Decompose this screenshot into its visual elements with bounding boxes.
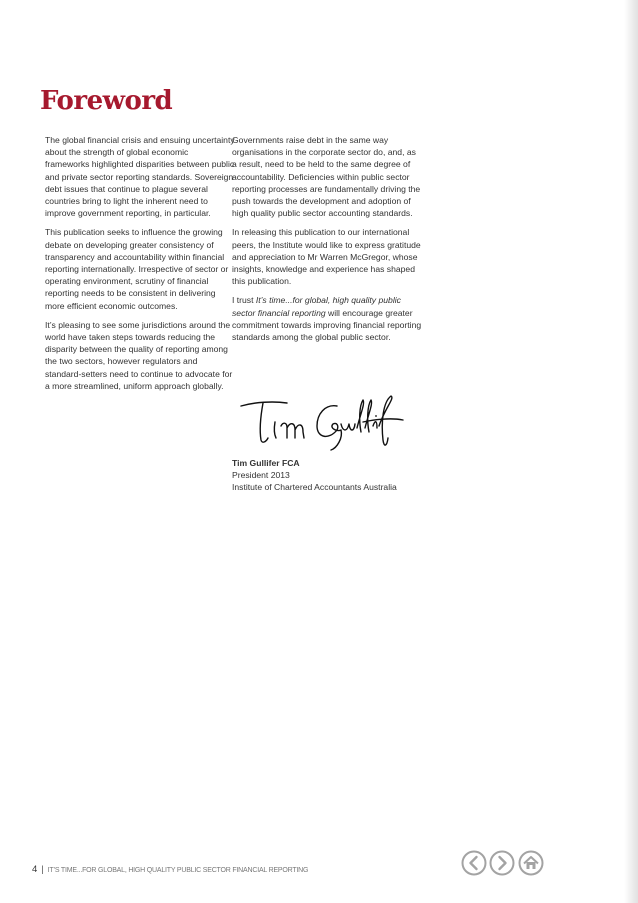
right-paragraph-3-suffix: will encourage greater commitment towards improving financial reporting standards among the global public sector. <box>232 307 422 343</box>
right-paragraph-1: Governments raise debt in the same way organisations in the corporate sector do, and, as a result, need to be held to the same degree of accountability. Deficiencies within public sector reporting processes are fundamentally driving the push towards the development and adoption of high quality public sector accounting standards. <box>232 135 421 219</box>
signatory-organisation: Institute of Chartered Accountants Australia <box>232 482 397 493</box>
handwritten-signature <box>233 392 408 452</box>
signatory-block <box>232 457 397 494</box>
home-icon[interactable] <box>518 850 544 876</box>
signatory-role: President 2013 <box>232 470 290 481</box>
left-column <box>45 134 235 399</box>
chevron-right-icon[interactable] <box>489 850 515 876</box>
left-paragraph-1: The global financial crisis and ensuing uncertainty about the strength of global economic frameworks highlighted disparities between public and private sector reporting standards. Sovereign debt issues that continue to plague several countries bring to light the inherent need to improve government reporting, in particular. <box>45 135 235 219</box>
page-number: 4 <box>32 864 38 875</box>
page-edge-shadow <box>624 0 638 903</box>
footer-title: IT’S TIME...FOR GLOBAL, HIGH QUALITY PUBLIC SECTOR FINANCIAL REPORTING <box>47 867 309 874</box>
signatory-name: Tim Gullifer FCA <box>232 458 300 468</box>
page-footer <box>32 864 308 875</box>
chevron-left-icon[interactable] <box>461 850 487 876</box>
left-paragraph-3: It’s pleasing to see some jurisdictions around the world have taken steps towards reducing the disparity between the quality of reporting among the two sectors, however regulators and standard-setters need to continue to advocate for a more streamlined, uniform approach globally. <box>45 319 233 391</box>
right-paragraph-3 <box>232 294 422 343</box>
right-paragraph-3-prefix: I trust <box>232 295 256 306</box>
publication-title-italic: It’s time...for global, high quality public sector financial reporting <box>232 295 401 318</box>
left-paragraph-2: This publication seeks to influence the growing debate on developing greater consistency of transparency and accountability within financial reporting internationally. Irrespective of sector or operating environment, scrutiny of financial reporting needs to be consistent in delivering more efficient economic outcomes. <box>45 227 229 311</box>
right-paragraph-2: In releasing this publication to our international peers, the Institute would like to express gratitude and appreciation to Mr Warren McGregor, whose insights, knowledge and experience has shaped this publication. <box>232 227 421 287</box>
page-title: Foreword <box>40 86 173 116</box>
right-column <box>232 134 422 350</box>
footer-separator: | <box>41 864 44 875</box>
